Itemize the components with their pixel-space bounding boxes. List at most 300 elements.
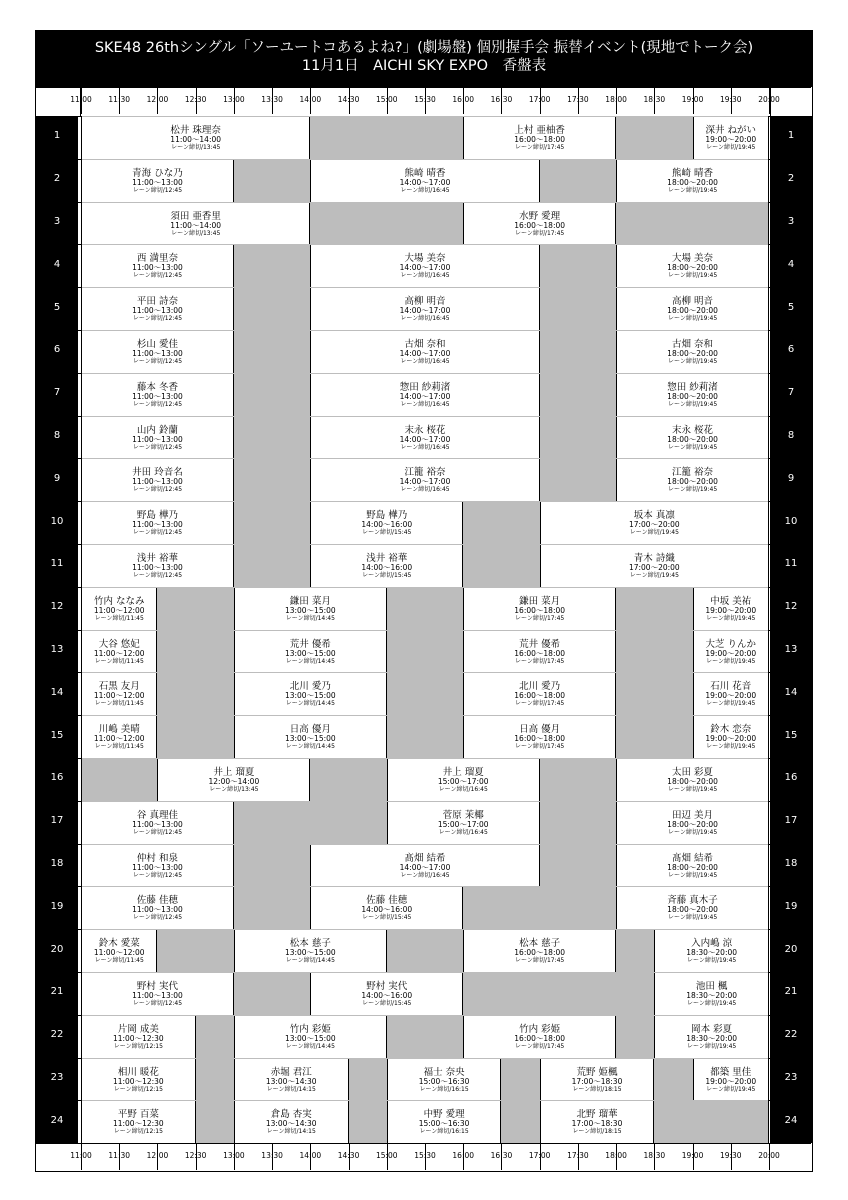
lane-deadline: レーン締切/16:45: [400, 315, 450, 323]
lane-deadline: レーン締切/14:45: [285, 1042, 335, 1050]
time-axis-bottom-tick-label: 17:00: [528, 1151, 551, 1161]
slot-time: 11:00～14:00: [170, 220, 222, 230]
member-slot: [616, 845, 769, 887]
slot-time: 11:00～12:00: [93, 948, 145, 958]
title-line-1: SKE48 26thシングル「ソーユートコあるよね?」(劇場盤) 個別握手会 振替イベント(現地でトーク会): [94, 40, 754, 56]
slot-time: 19:00～20:00: [705, 1076, 757, 1086]
member-slot: [463, 1016, 616, 1058]
slot-time: 11:00～13:00: [132, 819, 183, 829]
member-name: 野村 実代: [136, 981, 178, 992]
slot-time: 14:00～17:00: [399, 477, 451, 487]
lane-deadline: レーン締切/15:45: [362, 529, 412, 537]
member-name: 井上 瑠夏: [442, 767, 484, 778]
row-number-right: 8: [787, 430, 795, 441]
lane-deadline: レーン締切/16:45: [400, 400, 450, 408]
member-name: 中野 愛理: [423, 1109, 465, 1121]
break-slot: [81, 587, 769, 630]
slot-time: 19:00～20:00: [705, 648, 757, 658]
slot-time: 11:00～12:00: [93, 734, 145, 744]
lane-deadline: レーン締切/11:45: [94, 614, 144, 622]
slot-time: 18:00～20:00: [667, 905, 718, 915]
break-slot: [81, 672, 769, 715]
member-name: 惣田 紗莉渚: [667, 381, 718, 393]
slot-time: 14:00～17:00: [399, 862, 451, 872]
lane-deadline: レーン締切/16:45: [400, 871, 450, 879]
member-name: 荒野 姫楓: [576, 1066, 618, 1078]
member-name: 佐藤 佳穂: [366, 895, 408, 907]
time-axis-bottom-tick-label: 20:00: [758, 1151, 780, 1161]
time-axis-top-tick-label: 15:30: [414, 95, 436, 104]
member-name: 田辺 美月: [672, 809, 714, 821]
member-slot: [234, 1016, 387, 1058]
lane-deadline: レーン締切/19:45: [706, 614, 756, 622]
time-axis-top-tick-label: 19:00: [681, 95, 704, 104]
time-axis-top-tick-label: 17:30: [567, 95, 589, 104]
member-slot: [540, 1101, 655, 1143]
lane-deadline: レーン締切/12:45: [132, 272, 183, 280]
member-name: 北野 瑠華: [576, 1109, 618, 1121]
member-name: 井田 玲音名: [132, 467, 183, 479]
member-slot: [310, 245, 539, 287]
slot-time: 11:00～13:00: [132, 306, 183, 316]
member-slot: [616, 417, 769, 459]
row-number-left: 10: [50, 515, 64, 527]
lane-deadline: レーン締切/16:45: [400, 186, 450, 194]
lane-deadline: レーン締切/17:45: [515, 957, 565, 965]
lane-deadline: レーン締切/19:45: [629, 529, 679, 537]
row-number-right: 19: [784, 900, 798, 912]
member-name: 仲村 和泉: [136, 852, 178, 864]
slot-time: 11:00～13:00: [132, 991, 183, 1000]
lane-deadline: レーン締切/19:45: [667, 358, 718, 365]
slot-time: 16:00～18:00: [514, 648, 566, 658]
member-name: 松本 慈子: [519, 938, 561, 950]
lane-deadline: レーン締切/12:45: [132, 186, 183, 194]
lane-deadline: レーン締切/12:45: [132, 529, 183, 537]
row-number-left: 20: [50, 943, 64, 955]
lane-deadline: レーン締切/17:45: [515, 657, 565, 665]
slot-time: 14:00～17:00: [399, 391, 451, 401]
member-name: 古畑 奈和: [672, 339, 714, 350]
slot-time: 11:00～13:00: [132, 349, 183, 358]
row-number-right: 23: [784, 1072, 798, 1083]
member-name: 荒井 優希: [289, 638, 331, 650]
member-slot: [81, 716, 157, 758]
member-name: 菅原 茉椰: [442, 809, 484, 821]
member-slot: [234, 631, 387, 673]
row-number-left: 19: [50, 900, 64, 912]
member-name: 鈴木 恋奈: [710, 724, 752, 736]
slot-time: 17:00～18:30: [571, 1076, 623, 1086]
member-name: 竹内 彩姫: [519, 1023, 561, 1035]
member-slot: [463, 588, 616, 630]
row-number-right: 7: [787, 387, 795, 399]
time-axis-bottom-tick-label: 17:30: [567, 1151, 589, 1161]
slot-time: 16:00～18:00: [514, 135, 566, 144]
member-slot: [310, 288, 539, 330]
member-slot: [310, 545, 463, 587]
member-slot: [616, 331, 769, 373]
member-slot: [81, 245, 234, 287]
header-banner: [36, 31, 812, 87]
break-slot: [81, 630, 769, 673]
slot-time: 11:00～12:30: [112, 1076, 164, 1086]
slot-time: 15:00～17:00: [437, 777, 489, 786]
member-slot: [81, 288, 234, 330]
lane-deadline: レーン締切/17:45: [515, 1042, 565, 1050]
slot-time: 16:00～18:00: [514, 734, 566, 744]
row-number-right: 4: [787, 258, 795, 270]
row-number-right: 3: [787, 216, 795, 227]
lane-deadline: レーン締切/14:45: [285, 700, 335, 708]
schedule-sheet: [35, 30, 813, 1172]
member-slot: [81, 1016, 196, 1058]
slot-time: 14:00～16:00: [361, 520, 413, 530]
lane-deadline: レーン締切/12:45: [132, 315, 183, 323]
time-axis-top-tick-label: 16:30: [490, 95, 513, 104]
time-axis-bottom-tick-label: 16:30: [490, 1151, 513, 1161]
member-name: 大場 美奈: [672, 253, 714, 265]
row-number-left: 14: [50, 686, 64, 698]
slot-time: 13:00～15:00: [284, 948, 336, 958]
row-number-left: 12: [50, 601, 64, 613]
row-number-right: 13: [784, 644, 798, 655]
member-name: 池田 楓: [695, 981, 728, 992]
member-name: 竹内 彩姫: [289, 1023, 331, 1035]
member-slot: [157, 759, 310, 801]
time-axis-top-tick-label: 20:00: [758, 95, 780, 104]
member-slot: [310, 845, 539, 887]
lane-deadline: レーン締切/14:45: [285, 743, 335, 751]
member-slot: [693, 716, 769, 758]
lane-deadline: レーン締切/16:45: [400, 486, 450, 494]
slot-time: 15:00～16:30: [418, 1076, 470, 1086]
lane-deadline: レーン締切/19:45: [687, 1000, 737, 1007]
member-slot: [310, 160, 539, 202]
row-number-right: 10: [784, 515, 798, 527]
member-slot: [387, 1101, 502, 1143]
lane-deadline: レーン締切/16:45: [400, 358, 450, 365]
member-name: 福士 奈央: [423, 1066, 465, 1078]
slot-time: 11:00～12:30: [112, 1033, 164, 1043]
member-name: 江籠 裕奈: [404, 467, 446, 479]
member-name: 山内 鈴蘭: [136, 424, 178, 436]
member-name: 竹内 ななみ: [93, 595, 145, 607]
member-slot: [616, 459, 769, 501]
time-axis-bottom-tick-label: 13:00: [223, 1151, 245, 1161]
lane-deadline: レーン締切/12:15: [113, 1042, 163, 1050]
member-slot: [654, 1016, 769, 1058]
member-name: 鈴木 愛菜: [98, 938, 140, 950]
lane-deadline: レーン締切/12:45: [132, 572, 183, 579]
slot-time: 18:00～20:00: [667, 349, 718, 358]
member-name: 日高 優月: [519, 724, 561, 736]
row-number-left: 15: [50, 729, 64, 741]
row-number-left: 23: [50, 1072, 64, 1083]
time-axis-bottom-tick-label: 19:00: [681, 1151, 704, 1161]
member-name: 野村 実代: [366, 981, 408, 992]
slot-time: 11:00～13:00: [132, 477, 183, 487]
slot-time: 17:00～20:00: [628, 563, 680, 572]
slot-time: 18:00～20:00: [667, 777, 718, 786]
member-slot: [81, 117, 310, 159]
lane-deadline: レーン締切/12:15: [113, 1085, 163, 1093]
slot-time: 18:00～20:00: [667, 306, 718, 316]
lane-deadline: レーン締切/13:45: [171, 144, 221, 151]
member-name: 熊崎 晴香: [404, 167, 446, 179]
lane-deadline: レーン締切/18:15: [572, 1085, 622, 1093]
slot-time: 18:00～20:00: [667, 263, 718, 273]
slot-time: 18:30～20:00: [686, 948, 738, 958]
member-name: 上村 亜柚香: [514, 125, 565, 136]
lane-deadline: レーン締切/16:45: [400, 272, 450, 280]
member-name: 青木 詩織: [633, 553, 675, 564]
slot-time: 17:00～20:00: [628, 520, 680, 530]
slot-time: 14:00～16:00: [361, 563, 413, 572]
member-name: 末永 桜花: [404, 424, 446, 436]
plot-edge: [80, 87, 81, 116]
slot-time: 11:00～13:00: [132, 862, 183, 872]
slot-time: 11:00～13:00: [132, 520, 183, 530]
time-axis-bottom-tick-label: 11:00: [70, 1151, 92, 1161]
lane-deadline: レーン締切/12:45: [132, 400, 183, 408]
member-name: 大谷 悠妃: [98, 638, 140, 650]
row-number-left: 5: [53, 301, 61, 313]
row-number-right: 17: [784, 815, 798, 827]
lane-deadline: レーン締切/19:45: [629, 572, 679, 579]
member-slot: [310, 417, 539, 459]
member-slot: [310, 459, 539, 501]
slot-time: 11:00～12:00: [93, 648, 145, 658]
slot-time: 18:30～20:00: [686, 1033, 738, 1043]
member-name: 岡本 彩夏: [691, 1023, 733, 1035]
lane-deadline: レーン締切/15:45: [362, 914, 412, 922]
member-name: 野島 樺乃: [136, 510, 178, 522]
lane-deadline: レーン締切/19:45: [667, 871, 718, 879]
member-slot: [616, 288, 769, 330]
row-number-right: 6: [787, 344, 795, 356]
lane-deadline: レーン締切/11:45: [94, 700, 144, 708]
row-number-right: 2: [787, 173, 795, 185]
member-slot: [693, 673, 769, 715]
time-axis-top-tick-label: 16:00: [452, 95, 475, 104]
slot-time: 13:00～14:30: [265, 1076, 317, 1086]
row-number-left: 7: [53, 387, 61, 399]
plot-edge: [770, 87, 771, 116]
member-slot: [310, 374, 539, 416]
slot-time: 15:00～17:00: [437, 819, 489, 829]
member-slot: [81, 1101, 196, 1143]
member-name: 熊崎 晴香: [672, 167, 714, 179]
slot-time: 11:00～13:00: [132, 434, 183, 444]
member-slot: [693, 588, 769, 630]
slot-time: 18:00～20:00: [667, 391, 718, 401]
time-axis-bottom-tick-label: 12:30: [184, 1151, 207, 1161]
slot-time: 18:00～20:00: [667, 177, 718, 187]
row-number-left: 1: [53, 130, 61, 142]
lane-deadline: レーン締切/19:45: [706, 144, 756, 151]
member-slot: [616, 374, 769, 416]
member-slot: [463, 930, 616, 972]
time-axis-bottom-tick-label: 15:00: [375, 1151, 398, 1161]
time-axis-bottom-tick-label: 18:30: [643, 1151, 666, 1161]
member-name: 川嶋 美晴: [98, 724, 140, 736]
slot-time: 16:00～18:00: [514, 220, 566, 230]
row-number-right: 22: [784, 1029, 798, 1041]
time-axis-top-tick-label: 12:00: [146, 95, 169, 104]
row-number-right: 14: [784, 686, 798, 698]
lane-deadline: レーン締切/11:45: [94, 957, 144, 965]
lane-deadline: レーン締切/19:45: [667, 315, 718, 323]
row-number-right: 15: [784, 729, 798, 741]
time-axis-bottom-tick-label: 12:00: [146, 1151, 169, 1161]
member-name: 髙畑 結希: [404, 852, 446, 864]
slot-time: 11:00～12:00: [93, 691, 145, 701]
lane-deadline: レーン締切/19:45: [706, 657, 756, 665]
member-name: 松井 珠理奈: [170, 125, 221, 136]
lane-deadline: レーン締切/11:45: [94, 743, 144, 751]
member-name: 古畑 奈和: [404, 339, 446, 350]
member-slot: [463, 203, 616, 245]
lane-deadline: レーン締切/14:45: [285, 614, 335, 622]
time-axis-top-tick-label: 17:00: [528, 95, 551, 104]
lane-deadline: レーン締切/16:45: [400, 443, 450, 451]
row-separator: [36, 1143, 811, 1144]
member-slot: [81, 545, 234, 587]
member-slot: [234, 1101, 349, 1143]
member-slot: [81, 459, 234, 501]
slot-time: 14:00～16:00: [361, 905, 413, 915]
member-name: 杉山 愛佳: [136, 339, 178, 350]
slot-time: 16:00～18:00: [514, 1033, 566, 1043]
lane-deadline: レーン締切/19:45: [667, 914, 718, 922]
member-name: 藤本 冬香: [136, 381, 178, 393]
member-name: 入内嶋 涼: [691, 938, 733, 950]
lane-deadline: レーン締切/19:45: [706, 743, 756, 751]
lane-deadline: レーン締切/19:45: [706, 1085, 756, 1093]
time-axis-bottom-tick-label: 14:00: [299, 1151, 322, 1161]
lane-deadline: レーン締切/12:45: [132, 358, 183, 365]
slot-time: 16:00～18:00: [514, 948, 566, 958]
member-name: 浅井 裕華: [366, 553, 408, 564]
slot-time: 19:00～20:00: [705, 605, 757, 615]
member-name: 大場 美奈: [404, 253, 446, 265]
member-slot: [463, 673, 616, 715]
member-name: 北川 愛乃: [519, 681, 561, 693]
lane-deadline: レーン締切/12:45: [132, 1000, 183, 1007]
slot-time: 11:00～13:00: [132, 391, 183, 401]
member-slot: [654, 930, 769, 972]
member-slot: [81, 160, 234, 202]
member-slot: [540, 502, 769, 544]
lane-deadline: レーン締切/19:45: [667, 186, 718, 194]
slot-time: 18:30～20:00: [686, 991, 738, 1000]
member-slot: [234, 673, 387, 715]
lane-deadline: レーン締切/17:45: [515, 700, 565, 708]
member-slot: [310, 331, 539, 373]
row-number-right: 9: [787, 472, 795, 484]
row-number-right: 21: [784, 986, 798, 998]
time-axis-top-tick-label: 19:30: [719, 95, 742, 104]
member-slot: [81, 502, 234, 544]
lane-deadline: レーン締切/13:45: [171, 229, 221, 237]
member-name: 大芝 りんか: [705, 638, 757, 650]
row-number-left: 11: [50, 558, 64, 570]
lane-deadline: レーン締切/18:15: [572, 1128, 622, 1136]
time-axis-bottom-tick-label: 19:30: [719, 1151, 742, 1161]
row-number-right: 24: [784, 1114, 798, 1126]
member-name: 平野 百菜: [117, 1109, 159, 1121]
member-slot: [616, 802, 769, 844]
time-axis-top-top-rule: [36, 87, 811, 88]
lane-deadline: レーン締切/17:45: [515, 743, 565, 751]
slot-time: 14:00～17:00: [399, 306, 451, 316]
lane-deadline: レーン締切/15:45: [362, 572, 412, 579]
slot-time: 16:00～18:00: [514, 691, 566, 701]
slot-time: 18:00～20:00: [667, 477, 718, 487]
slot-time: 17:00～18:30: [571, 1119, 623, 1129]
title-line-2: 11月1日 AICHI SKY EXPO 香盤表: [301, 58, 547, 74]
member-slot: [310, 887, 463, 929]
member-name: 石川 花音: [710, 681, 752, 693]
member-name: 坂本 真凛: [633, 510, 675, 522]
slot-time: 13:00～15:00: [284, 1033, 336, 1043]
member-slot: [654, 973, 769, 1015]
time-axis-bottom-tick-label: 15:30: [414, 1151, 436, 1161]
slot-time: 14:00～16:00: [361, 991, 413, 1000]
lane-deadline: レーン締切/19:45: [667, 486, 718, 494]
member-name: 浅井 裕華: [136, 553, 178, 564]
row-number-left: 24: [50, 1114, 64, 1126]
lane-deadline: レーン締切/19:45: [667, 786, 718, 793]
lane-deadline: レーン締切/16:45: [438, 786, 488, 793]
member-name: 都築 里佳: [710, 1066, 752, 1078]
member-slot: [310, 973, 463, 1015]
row-number-right: 20: [784, 943, 798, 955]
member-name: 谷 真理佳: [136, 809, 178, 821]
member-name: 松本 慈子: [289, 938, 331, 950]
row-number-right: 5: [787, 301, 795, 313]
lane-deadline: レーン締切/14:15: [266, 1085, 316, 1093]
member-name: 西 満里奈: [136, 253, 178, 265]
member-slot: [81, 930, 157, 972]
row-number-right: 12: [784, 601, 798, 613]
lane-deadline: レーン締切/19:45: [667, 272, 718, 280]
member-slot: [234, 716, 387, 758]
lane-deadline: レーン締切/12:45: [132, 871, 183, 879]
slot-time: 19:00～20:00: [705, 135, 757, 144]
slot-time: 14:00～17:00: [399, 177, 451, 187]
member-slot: [463, 716, 616, 758]
lane-deadline: レーン締切/19:45: [667, 400, 718, 408]
member-slot: [463, 631, 616, 673]
time-axis-top-tick-label: 18:00: [605, 95, 627, 104]
member-slot: [81, 973, 234, 1015]
row-number-left: 2: [53, 173, 61, 185]
time-axis-top-tick-label: 11:30: [108, 95, 131, 104]
slot-time: 11:00～13:00: [132, 905, 183, 915]
member-name: 倉島 杏実: [270, 1109, 312, 1121]
member-name: 北川 愛乃: [289, 681, 331, 693]
row-number-left: 21: [50, 986, 64, 998]
member-slot: [81, 673, 157, 715]
member-slot: [81, 417, 234, 459]
member-name: 石黒 友月: [98, 681, 140, 693]
time-axis-top-tick-label: 14:00: [299, 95, 322, 104]
row-number-right: 18: [784, 858, 798, 869]
member-name: 鎌田 菜月: [289, 595, 331, 607]
slot-time: 16:00～18:00: [514, 605, 566, 615]
